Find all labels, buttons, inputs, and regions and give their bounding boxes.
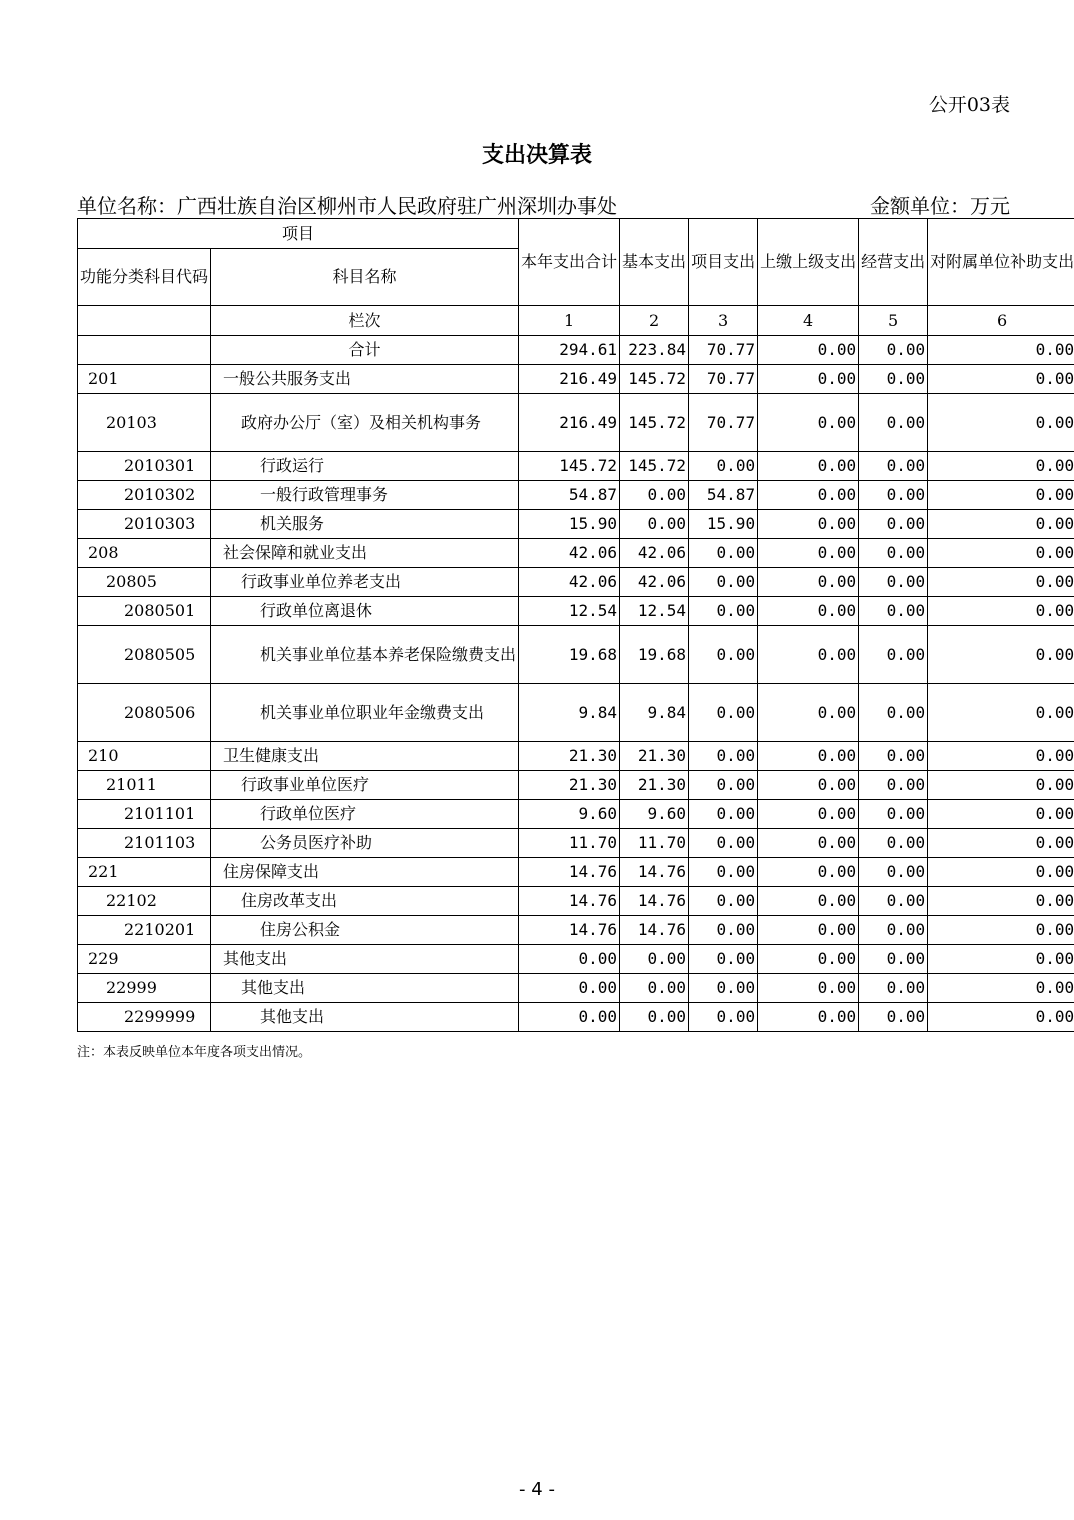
amount-cell: 0.00 xyxy=(758,684,859,742)
subject-name xyxy=(211,597,519,626)
subject-name xyxy=(211,858,519,887)
header-name: 科目名称 xyxy=(211,249,519,306)
total-value: 0.00 xyxy=(758,336,859,365)
form-number: 公开03表 xyxy=(928,94,1010,116)
subject-code: 229 xyxy=(78,945,211,974)
amount-cell: 0.00 xyxy=(758,539,859,568)
unit-name: 单位名称：广西壮族自治区柳州市人民政府驻广州深圳办事处 xyxy=(77,194,617,218)
subject-name-text: 行政单位离退休 xyxy=(260,601,373,620)
header-business: 经营支出 xyxy=(859,219,928,306)
amount-cell: 0.00 xyxy=(928,597,1074,626)
amount-cell: 0.00 xyxy=(859,916,928,945)
amount-cell: 42.06 xyxy=(620,539,689,568)
amount-cell: 0.00 xyxy=(859,452,928,481)
table-row xyxy=(78,858,1074,887)
amount-cell: 0.00 xyxy=(689,742,758,771)
subject-name-text: 卫生健康支出 xyxy=(223,746,320,765)
amount-cell: 0.00 xyxy=(758,945,859,974)
amount-cell: 0.00 xyxy=(758,452,859,481)
index-label: 栏次 xyxy=(211,306,519,336)
amount-cell: 0.00 xyxy=(758,626,859,684)
subject-code: 208 xyxy=(78,539,211,568)
amount-cell: 70.77 xyxy=(689,365,758,394)
amount-cell: 12.54 xyxy=(519,597,620,626)
amount-cell: 0.00 xyxy=(620,510,689,539)
amount-cell: 0.00 xyxy=(928,452,1074,481)
amount-cell: 14.76 xyxy=(519,887,620,916)
amount-cell: 0.00 xyxy=(859,974,928,1003)
amount-cell: 0.00 xyxy=(859,597,928,626)
subject-name xyxy=(211,481,519,510)
amount-cell: 0.00 xyxy=(859,684,928,742)
total-value: 294.61 xyxy=(519,336,620,365)
subject-name-text: 社会保障和就业支出 xyxy=(223,543,368,562)
page-number: - 4 - xyxy=(519,1479,555,1500)
amount-cell: 0.00 xyxy=(859,568,928,597)
table-row xyxy=(78,510,1074,539)
index-4: 4 xyxy=(758,306,859,336)
amount-cell: 145.72 xyxy=(519,452,620,481)
subject-code: 2299999 xyxy=(78,1003,211,1032)
subject-name-text: 行政运行 xyxy=(260,456,325,475)
subject-name xyxy=(211,742,519,771)
subject-name xyxy=(211,626,519,684)
amount-cell: 42.06 xyxy=(519,568,620,597)
amount-cell: 21.30 xyxy=(519,742,620,771)
subject-code: 2080505 xyxy=(78,626,211,684)
amount-cell: 0.00 xyxy=(689,829,758,858)
amount-cell: 0.00 xyxy=(758,1003,859,1032)
subject-code: 2080506 xyxy=(78,684,211,742)
table-row xyxy=(78,829,1074,858)
header-row-1 xyxy=(78,219,1074,249)
index-blank xyxy=(78,306,211,336)
amount-cell: 21.30 xyxy=(519,771,620,800)
table-row xyxy=(78,394,1074,452)
subject-code: 2010301 xyxy=(78,452,211,481)
table-row xyxy=(78,481,1074,510)
index-6: 6 xyxy=(928,306,1074,336)
amount-cell: 216.49 xyxy=(519,365,620,394)
amount-cell: 0.00 xyxy=(758,742,859,771)
amount-cell: 0.00 xyxy=(689,974,758,1003)
amount-cell: 216.49 xyxy=(519,394,620,452)
amount-cell: 0.00 xyxy=(620,945,689,974)
table-row xyxy=(78,742,1074,771)
subject-name xyxy=(211,539,519,568)
amount-cell: 145.72 xyxy=(620,365,689,394)
amount-cell: 0.00 xyxy=(519,1003,620,1032)
header-total: 本年支出合计 xyxy=(519,219,620,306)
index-row xyxy=(78,306,1074,336)
amount-cell: 70.77 xyxy=(689,394,758,452)
subject-name-text: 住房公积金 xyxy=(260,920,341,939)
amount-cell: 14.76 xyxy=(620,916,689,945)
amount-cell: 9.60 xyxy=(519,800,620,829)
table-row xyxy=(78,626,1074,684)
amount-cell: 21.30 xyxy=(620,742,689,771)
amount-cell: 0.00 xyxy=(758,394,859,452)
amount-cell: 0.00 xyxy=(859,771,928,800)
subject-code: 2210201 xyxy=(78,916,211,945)
subject-name-text: 行政事业单位医疗 xyxy=(241,775,370,794)
table-row xyxy=(78,568,1074,597)
amount-unit: 金额单位：万元 xyxy=(870,194,1010,218)
amount-cell: 145.72 xyxy=(620,394,689,452)
table-row xyxy=(78,771,1074,800)
subject-name xyxy=(211,945,519,974)
table-row xyxy=(78,684,1074,742)
total-blank xyxy=(78,336,211,365)
amount-cell: 0.00 xyxy=(928,974,1074,1003)
subject-name xyxy=(211,452,519,481)
amount-cell: 0.00 xyxy=(689,568,758,597)
amount-cell: 0.00 xyxy=(859,365,928,394)
amount-cell: 0.00 xyxy=(928,394,1074,452)
subject-code: 21011 xyxy=(78,771,211,800)
amount-cell: 0.00 xyxy=(620,974,689,1003)
amount-cell: 0.00 xyxy=(758,916,859,945)
amount-cell: 54.87 xyxy=(689,481,758,510)
amount-cell: 9.84 xyxy=(620,684,689,742)
subject-name-text: 机关服务 xyxy=(260,514,325,533)
amount-cell: 0.00 xyxy=(859,887,928,916)
amount-cell: 9.60 xyxy=(620,800,689,829)
amount-cell: 14.76 xyxy=(620,887,689,916)
amount-cell: 0.00 xyxy=(928,1003,1074,1032)
amount-cell: 0.00 xyxy=(620,481,689,510)
subject-name xyxy=(211,800,519,829)
amount-cell: 11.70 xyxy=(519,829,620,858)
table-row xyxy=(78,945,1074,974)
amount-cell: 0.00 xyxy=(758,510,859,539)
subject-name-text: 住房改革支出 xyxy=(241,891,338,910)
amount-cell: 145.72 xyxy=(620,452,689,481)
amount-cell: 0.00 xyxy=(859,945,928,974)
index-2: 2 xyxy=(620,306,689,336)
subject-name-text: 机关事业单位职业年金缴费支出 xyxy=(260,702,485,722)
table-row xyxy=(78,800,1074,829)
header-item: 项目支出 xyxy=(689,219,758,306)
amount-cell: 0.00 xyxy=(689,771,758,800)
amount-cell: 0.00 xyxy=(928,539,1074,568)
header-project: 项目 xyxy=(78,219,519,249)
amount-cell: 0.00 xyxy=(758,800,859,829)
subject-name-text: 行政事业单位养老支出 xyxy=(241,572,402,591)
amount-cell: 0.00 xyxy=(928,684,1074,742)
subject-code: 201 xyxy=(78,365,211,394)
total-label: 合计 xyxy=(211,336,519,365)
subject-name xyxy=(211,916,519,945)
amount-cell: 0.00 xyxy=(859,829,928,858)
subject-code: 221 xyxy=(78,858,211,887)
amount-cell: 0.00 xyxy=(859,539,928,568)
table-row xyxy=(78,974,1074,1003)
amount-cell: 14.76 xyxy=(519,858,620,887)
amount-cell: 0.00 xyxy=(689,945,758,974)
amount-cell: 0.00 xyxy=(758,887,859,916)
subject-name xyxy=(211,510,519,539)
table-row xyxy=(78,887,1074,916)
amount-cell: 0.00 xyxy=(689,858,758,887)
amount-cell: 12.54 xyxy=(620,597,689,626)
amount-cell: 0.00 xyxy=(689,684,758,742)
amount-cell: 0.00 xyxy=(758,597,859,626)
total-row xyxy=(78,336,1074,365)
subject-name-text: 其他支出 xyxy=(260,1007,325,1026)
subject-name xyxy=(211,887,519,916)
expenditure-table xyxy=(77,218,1074,1032)
subject-name-text: 其他支出 xyxy=(223,949,288,968)
amount-cell: 11.70 xyxy=(620,829,689,858)
index-3: 3 xyxy=(689,306,758,336)
amount-cell: 0.00 xyxy=(758,481,859,510)
subject-code: 20103 xyxy=(78,394,211,452)
amount-cell: 0.00 xyxy=(859,800,928,829)
table-row xyxy=(78,539,1074,568)
amount-cell: 15.90 xyxy=(519,510,620,539)
amount-cell: 0.00 xyxy=(758,771,859,800)
amount-cell: 0.00 xyxy=(928,742,1074,771)
amount-cell: 14.76 xyxy=(519,916,620,945)
subject-code: 2080501 xyxy=(78,597,211,626)
amount-cell: 42.06 xyxy=(519,539,620,568)
subject-name xyxy=(211,771,519,800)
amount-cell: 0.00 xyxy=(928,916,1074,945)
amount-cell: 0.00 xyxy=(689,626,758,684)
amount-cell: 0.00 xyxy=(928,481,1074,510)
amount-cell: 15.90 xyxy=(689,510,758,539)
subject-name xyxy=(211,829,519,858)
total-value: 70.77 xyxy=(689,336,758,365)
total-value: 0.00 xyxy=(859,336,928,365)
amount-cell: 19.68 xyxy=(620,626,689,684)
subject-name-text: 一般行政管理事务 xyxy=(260,485,389,504)
amount-cell: 0.00 xyxy=(689,452,758,481)
amount-cell: 0.00 xyxy=(689,916,758,945)
amount-cell: 9.84 xyxy=(519,684,620,742)
amount-cell: 19.68 xyxy=(519,626,620,684)
index-1: 1 xyxy=(519,306,620,336)
table-row xyxy=(78,597,1074,626)
amount-cell: 42.06 xyxy=(620,568,689,597)
subject-code: 2101103 xyxy=(78,829,211,858)
subject-code: 2101101 xyxy=(78,800,211,829)
subject-name-text: 公务员医疗补助 xyxy=(260,833,373,852)
subject-code: 22999 xyxy=(78,974,211,1003)
amount-cell: 0.00 xyxy=(859,1003,928,1032)
table-row xyxy=(78,916,1074,945)
amount-cell: 0.00 xyxy=(928,365,1074,394)
amount-cell: 0.00 xyxy=(519,945,620,974)
table-row xyxy=(78,365,1074,394)
amount-cell: 0.00 xyxy=(758,858,859,887)
index-5: 5 xyxy=(859,306,928,336)
amount-cell: 0.00 xyxy=(859,394,928,452)
amount-cell: 0.00 xyxy=(620,1003,689,1032)
subject-name xyxy=(211,974,519,1003)
amount-cell: 14.76 xyxy=(620,858,689,887)
header-code: 功能分类科目代码 xyxy=(78,249,211,306)
amount-cell: 0.00 xyxy=(758,974,859,1003)
subject-code: 2010303 xyxy=(78,510,211,539)
header-upper: 上缴上级支出 xyxy=(758,219,859,306)
amount-cell: 0.00 xyxy=(689,1003,758,1032)
header-subsidy: 对附属单位补助支出 xyxy=(928,219,1074,306)
subject-name xyxy=(211,365,519,394)
subject-name xyxy=(211,394,519,452)
subject-name xyxy=(211,684,519,742)
header-basic: 基本支出 xyxy=(620,219,689,306)
table-row xyxy=(78,452,1074,481)
total-value: 0.00 xyxy=(928,336,1074,365)
subject-name-text: 住房保障支出 xyxy=(223,862,320,881)
amount-cell: 0.00 xyxy=(928,945,1074,974)
amount-cell: 0.00 xyxy=(928,510,1074,539)
amount-cell: 0.00 xyxy=(519,974,620,1003)
amount-cell: 0.00 xyxy=(859,510,928,539)
amount-cell: 0.00 xyxy=(928,829,1074,858)
amount-cell: 21.30 xyxy=(620,771,689,800)
amount-cell: 0.00 xyxy=(689,800,758,829)
subject-code: 2010302 xyxy=(78,481,211,510)
subject-code: 210 xyxy=(78,742,211,771)
subject-name xyxy=(211,568,519,597)
table-row xyxy=(78,1003,1074,1032)
amount-cell: 0.00 xyxy=(859,858,928,887)
amount-cell: 0.00 xyxy=(689,887,758,916)
amount-cell: 0.00 xyxy=(689,597,758,626)
amount-cell: 0.00 xyxy=(758,365,859,394)
amount-cell: 0.00 xyxy=(689,539,758,568)
amount-cell: 0.00 xyxy=(928,568,1074,597)
amount-cell: 0.00 xyxy=(928,626,1074,684)
amount-cell: 0.00 xyxy=(928,771,1074,800)
amount-cell: 0.00 xyxy=(859,481,928,510)
amount-cell: 0.00 xyxy=(928,858,1074,887)
subject-name-text: 机关事业单位基本养老保险缴费支出 xyxy=(260,644,517,664)
page-title: 支出决算表 xyxy=(481,143,592,168)
amount-cell: 0.00 xyxy=(928,887,1074,916)
subject-code: 22102 xyxy=(78,887,211,916)
amount-cell: 0.00 xyxy=(928,800,1074,829)
amount-cell: 0.00 xyxy=(859,626,928,684)
subject-code: 20805 xyxy=(78,568,211,597)
total-value: 223.84 xyxy=(620,336,689,365)
table-note: 注：本表反映单位本年度各项支出情况。 xyxy=(77,1045,312,1060)
subject-name-text: 其他支出 xyxy=(241,978,306,997)
amount-cell: 54.87 xyxy=(519,481,620,510)
amount-cell: 0.00 xyxy=(758,829,859,858)
amount-cell: 0.00 xyxy=(859,742,928,771)
subject-name-text: 行政单位医疗 xyxy=(260,804,357,823)
amount-cell: 0.00 xyxy=(758,568,859,597)
subject-name xyxy=(211,1003,519,1032)
subject-name-text: 一般公共服务支出 xyxy=(223,369,352,388)
subject-name-text: 政府办公厅（室）及相关机构事务 xyxy=(241,412,482,432)
